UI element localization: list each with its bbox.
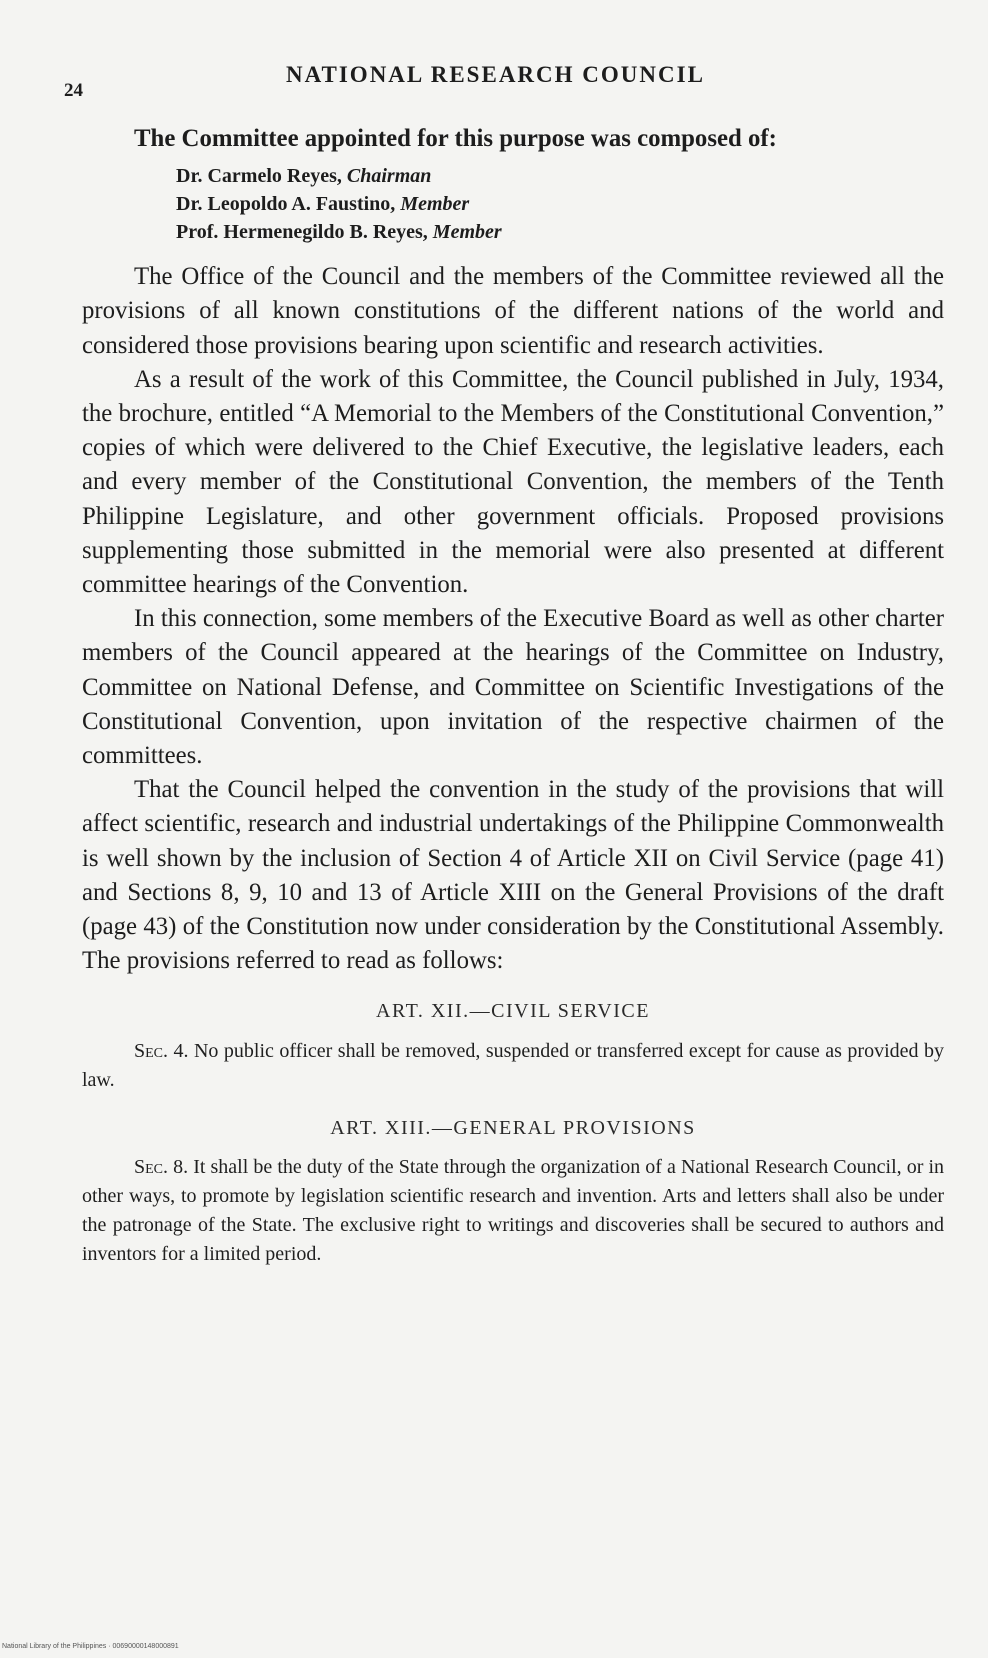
committee-member (176, 162, 944, 190)
body-paragraph: The Office of the Council and the members of the Committee reviewed all the provisions of all known constitutions of the different nations of the world and considered those provisions bearing upon scientific and research activities. (82, 263, 944, 359)
body-paragraph: That the Council helped the convention in the study of the provisions that will affect scientific, research and industrial undertakings of the Philippine Commonwealth is well shown by the inclusion of Section 4 of Article XII on Civil Service (page 41) and Sections 8, 9, 10 and 13 of Article XIII on the General Provisions of the draft (page 43) of the Constitution now under consideration by the Constitutional Assembly. The provisions referred to read as follows: (82, 776, 944, 975)
committee-member-role: Chairman (346, 165, 432, 188)
committee-member (176, 218, 944, 246)
running-head: NATIONAL RESEARCH COUNCIL (286, 62, 705, 87)
section-label: Sec. 4. (134, 1039, 189, 1062)
committee-list (176, 162, 944, 246)
page-header (64, 62, 944, 102)
article-section (82, 1153, 944, 1269)
committee-member-name: Dr. Leopoldo A. Faustino, (176, 193, 396, 216)
section-text: No public officer shall be removed, suspended or transferred except for cause as provided by law. (82, 1039, 944, 1091)
body-paragraph: In this connection, some members of the Executive Board as well as other charter members of the Council appeared at the hearings of the Committee on Industry, Committee on National Defense, and Committee on Scientific Investigations of the Constitutional Convention, upon invitation of the respective chairmen of the committees. (82, 605, 944, 770)
page-number: 24 (64, 80, 83, 101)
committee-member (176, 190, 944, 218)
intro-paragraph: The Committee appointed for this purpose was composed of: (134, 125, 777, 152)
section-label: Sec. 8. (134, 1155, 189, 1178)
committee-member-name: Dr. Carmelo Reyes, (176, 165, 342, 188)
committee-member-name: Prof. Hermenegildo B. Reyes, (176, 221, 428, 244)
section-text: It shall be the duty of the State through the organization of a National Research Council, or in other ways, to promote by legislation scientific research and invention. Arts and letters shall also be under the patronage of the State. The exclusive right to writings and discoveries shall be secured to authors and inventors for a limited period. (82, 1155, 945, 1265)
article-heading: ART. XII.—CIVIL SERVICE (376, 1000, 650, 1023)
article-heading: ART. XIII.—GENERAL PROVISIONS (330, 1116, 696, 1139)
committee-member-role: Member (400, 193, 470, 216)
body-paragraph: As a result of the work of this Committee, the Council published in July, 1934, the brochure, entitled “A Memorial to the Members of the Constitutional Convention,” copies of which were delivered to the Chief Executive, the legislative leaders, each and every member of the Constitutional Convention, the members of the Tenth Philippine Legislature, and other government officials. Proposed provisions supplementing those submitted in the memorial were also presented at different committee hearings of the Convention. (82, 365, 944, 599)
committee-member-role: Member (432, 221, 502, 244)
scan-footer: National Library of the Philippines · 00690000148000891 (2, 1643, 179, 1650)
article-section (82, 1037, 944, 1095)
body-text (82, 122, 944, 1269)
